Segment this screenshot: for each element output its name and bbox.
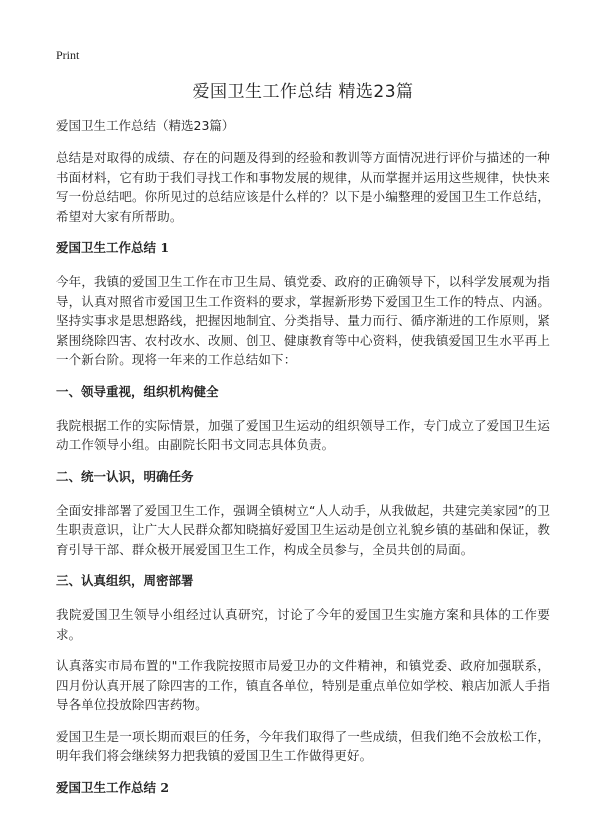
paragraph: 我院根据工作的实际情景，加强了爱国卫生运动的组织领导工作，专门成立了爱国卫生运动工作领导小组。由副院长阳书文同志具体负责。 (56, 417, 550, 452)
section-heading: 一、领导重视，组织机构健全 (56, 383, 219, 399)
paragraph: 今年，我镇的爱国卫生工作在市卫生局、镇党委、政府的正确领导下，以科学发展观为指导，认真对照省市爱国卫生工作资料的要求，掌握新形势下爱国卫生工作的特点、内涵。坚持实事求是思想路线，把握因地制宜、分类指导、量力而行、循序渐进的工作原则，紧紧围绕除四害、农村改水、改厕、创卫、健康教育等中心资料，使我镇爱国卫生水平再上一个新台阶。现将一年来的工作总结如下： (56, 274, 550, 367)
document-page (56, 80, 550, 812)
paragraph: 我院爱国卫生领导小组经过认真研究，讨论了今年的爱国卫生实施方案和具体的工作要求。 (56, 607, 550, 642)
section-heading: 爱国卫生工作总结 2 (56, 779, 170, 795)
paragraph: 爱国卫生是一项长期而艰巨的任务，今年我们取得了一些成绩，但我们绝不会放松工作，明年我们将会继续努力把我镇的爱国卫生工作做得更好。 (56, 728, 550, 763)
paragraph: 全面安排部署了爱国卫生工作，强调全镇树立“人人动手，从我做起，共建完美家园”的卫生职责意识，让广大人民群众都知晓搞好爱国卫生运动是创立礼貌乡镇的基础和保证，教育引导干部、群众极开展爱国卫生工作，构成全员参与，全员共创的局面。 (56, 502, 550, 557)
document-subtitle: 爱国卫生工作总结（精选23篇） (56, 118, 235, 133)
section-heading: 二、统一认识，明确任务 (56, 468, 194, 484)
section-heading: 三、认真组织，周密部署 (56, 573, 194, 588)
intro-paragraph: 总结是对取得的成绩、存在的问题及得到的经验和教训等方面情况进行评价与描述的一种书面材料，它有助于我们寻找工作和事物发展的规律，从而掌握并运用这些规律，快快来写一份总结吧。你所见过的总结应该是什么样的？以下是小编整理的爱国卫生工作总结，希望对大家有所帮助。 (56, 150, 550, 224)
print-link[interactable]: Print (56, 48, 80, 62)
page-title: 爱国卫生工作总结 精选23篇 (192, 82, 414, 102)
section-heading: 爱国卫生工作总结 1 (56, 240, 170, 255)
paragraph: 认真落实市局布置的"工作我院按照市局爱卫办的文件精神，和镇党委、政府加强联系，四月份认真开展了除四害的工作，镇直各单位，特别是重点单位如学校、粮店加派人手指导各单位投放除四害药物。 (56, 658, 550, 712)
